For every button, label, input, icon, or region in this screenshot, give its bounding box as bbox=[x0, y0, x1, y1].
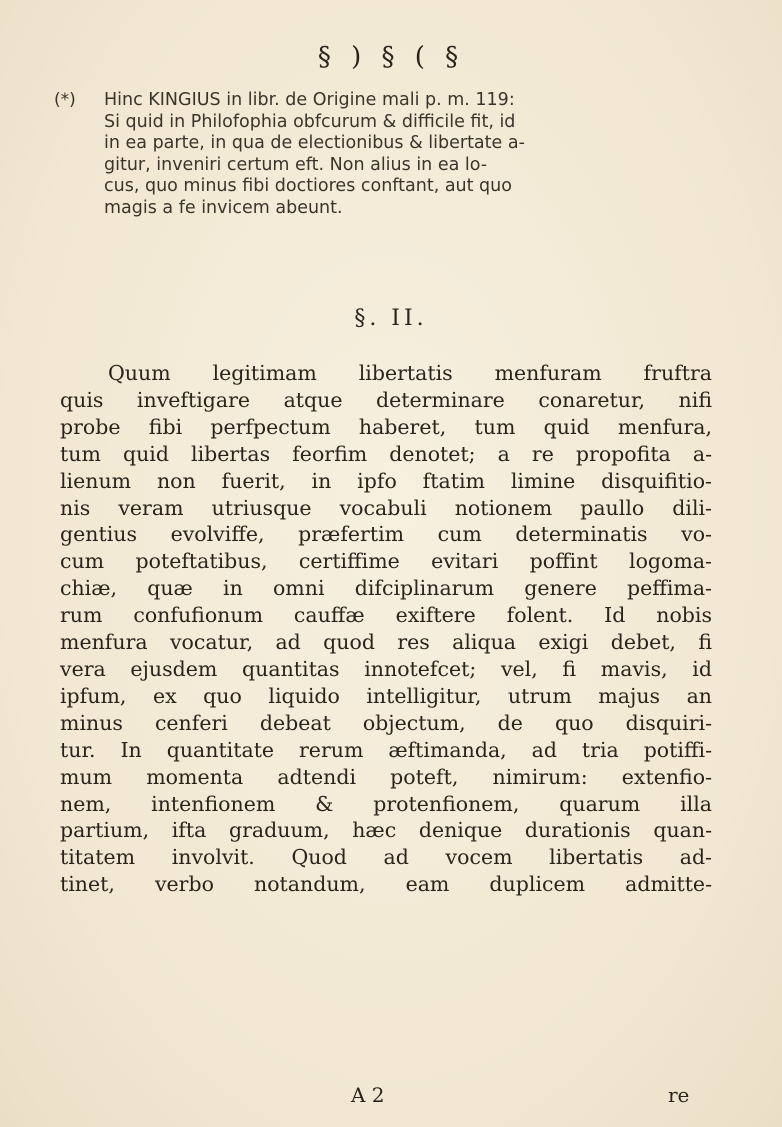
body-line: minus cenferi debeat objectum, de quo disquiri- bbox=[60, 710, 712, 735]
footnote-line: in ea parte, in qua de electionibus & libertate a- bbox=[104, 133, 525, 153]
body-line: vera ejusdem quantitas innotefcet; vel, fi mavis, id bbox=[60, 656, 712, 681]
body-line: menfura vocatur, ad quod res aliqua exigi debet, fi bbox=[60, 630, 712, 655]
footnote-marker: (*) bbox=[54, 90, 76, 110]
body-line: tinet, verbo notandum, eam duplicem admitte- bbox=[60, 872, 712, 897]
body-line: tur. In quantitate rerum æftimanda, ad tria potiffi- bbox=[60, 737, 712, 762]
body-line: lienum non fuerit, in ipfo ftatim limine disquifitio- bbox=[60, 468, 712, 493]
body-line: chiæ, quæ in omni difciplinarum genere peffima- bbox=[60, 576, 712, 601]
header-ornament: § ) § ( § bbox=[317, 42, 465, 72]
body-line: nis veram utriusque vocabuli notionem paullo dili- bbox=[60, 495, 712, 520]
footnote-line: magis a fe invicem abeunt. bbox=[104, 197, 343, 218]
body-line: nem, intenfionem & protenfionem, quarum illa bbox=[60, 791, 712, 816]
body-text bbox=[60, 360, 712, 898]
body-line: gentius evolviffe, præfertim cum determinatis vo- bbox=[60, 522, 712, 547]
catchword: re bbox=[668, 1083, 690, 1107]
body-line: Quum legitimam libertatis menfuram fruftra bbox=[108, 361, 712, 385]
footnote-line: cus, quo minus fibi doctiores conftant, aut quo bbox=[104, 176, 512, 196]
body-line: quis inveftigare atque determinare conaretur, nifi bbox=[60, 387, 712, 412]
body-line: partium, ifta graduum, hæc denique durationis quan- bbox=[60, 818, 712, 843]
footnote-line: Si quid in Philofophia obfcurum & difficile fit, id bbox=[104, 111, 516, 132]
body-line: tum quid libertas feorfim denotet; a re propofita a- bbox=[60, 441, 712, 466]
body-line: cum poteftatibus, certiffime evitari poffint logoma- bbox=[60, 549, 712, 574]
signature-mark: A 2 bbox=[351, 1083, 385, 1107]
footnote-line: Hinc KINGIUS in libr. de Origine mali p. m. 119: bbox=[104, 90, 515, 110]
body-line: ipfum, ex quo liquido intelligitur, utrum majus an bbox=[60, 683, 712, 708]
body-line: mum momenta adtendi poteft, nimirum: extenfio- bbox=[60, 764, 712, 789]
body-line: titatem involvit. Quod ad vocem libertatis ad- bbox=[60, 845, 712, 870]
section-heading: §. II. bbox=[354, 306, 428, 331]
body-line: rum confufionum cauffæ exiftere folent. Id nobis bbox=[60, 603, 712, 628]
footnote bbox=[54, 90, 704, 219]
footnote-line: gitur, inveniri certum eft. Non alius in ea lo- bbox=[104, 154, 488, 175]
body-line: probe fibi perfpectum haberet, tum quid menfura, bbox=[60, 414, 712, 439]
